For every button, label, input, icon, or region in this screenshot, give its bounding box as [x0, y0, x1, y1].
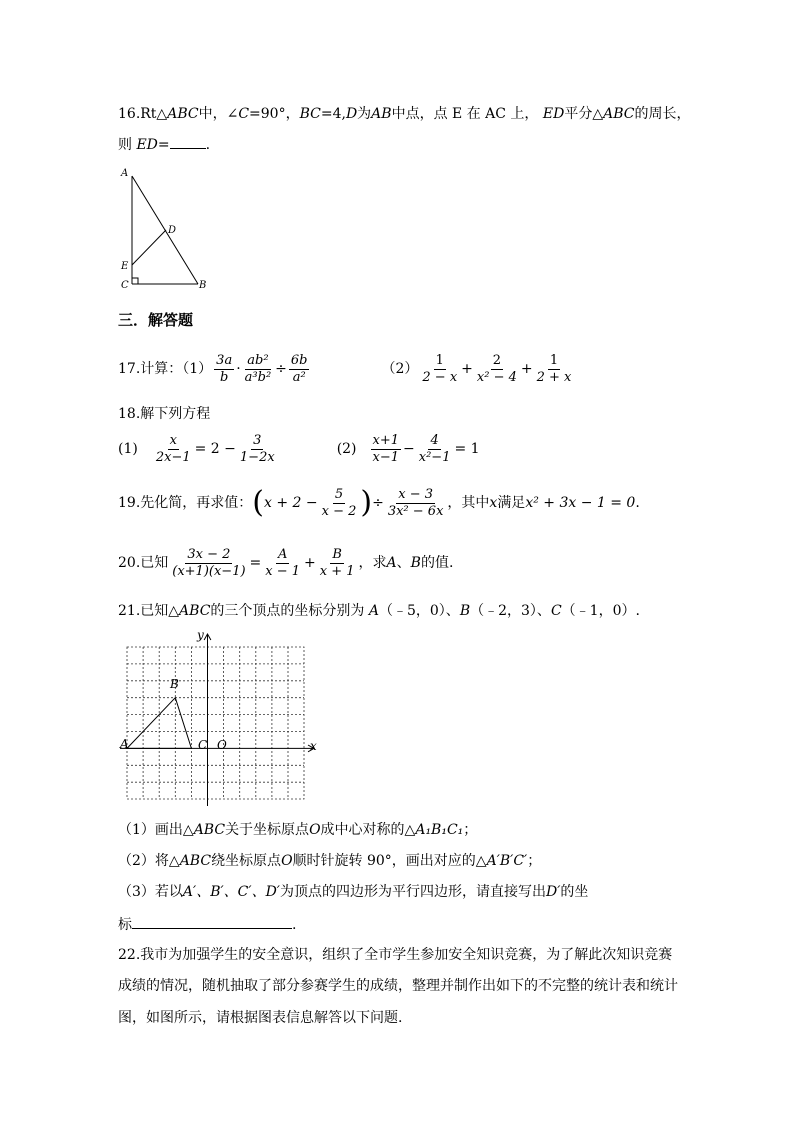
q21-line	[118, 601, 640, 621]
denominator: a²	[292, 369, 306, 385]
q21-text: 为顶点的四边形为平行四边形，请直接写出	[279, 884, 546, 900]
q19-expr: x + 2 −	[263, 495, 318, 511]
q21-var: ABC	[193, 822, 226, 838]
numerator: 2	[492, 352, 502, 368]
numerator: B	[332, 546, 342, 562]
numerator: x+1	[372, 432, 400, 448]
numerator: 1	[435, 352, 444, 368]
q22-line1: 22.我市为加强学生的安全意识，组织了全市学生参加安全知识竞赛，为了解此次知识竞赛	[118, 947, 673, 963]
q18-title: 18.解下列方程	[118, 406, 211, 422]
q16-text: 的周长，	[634, 106, 691, 122]
fraction	[263, 547, 302, 580]
q21-var: A′、B′、C′、D′	[182, 884, 280, 900]
q19-text: .	[635, 495, 640, 511]
q21-var: A′B′C′	[486, 853, 528, 869]
q16-var: ABC	[167, 106, 199, 122]
q16-var: C	[238, 106, 250, 122]
grid-label-a: A	[120, 737, 129, 751]
q21-text: 绕坐标原点	[211, 853, 282, 869]
fraction	[420, 353, 459, 386]
q20-text: 、	[396, 555, 411, 571]
denominator: x−1	[372, 449, 400, 465]
denominator: 3x² − 6x	[387, 503, 444, 519]
q20-lead: 20.已知	[118, 555, 169, 571]
q20-var: B	[410, 555, 421, 571]
denominator: b	[220, 369, 229, 385]
q21-text: 标	[118, 917, 132, 933]
numerator: 6b	[290, 352, 308, 368]
q16-text: =90°，	[249, 106, 300, 122]
q16-text: 16.Rt△	[118, 106, 168, 122]
q21-coord: （﹣1，0）.	[561, 603, 640, 619]
answer-blank	[132, 914, 292, 929]
q21-sub3-line2	[118, 914, 296, 935]
q17-part2: （2）	[381, 361, 419, 377]
q21-var: O	[281, 853, 293, 869]
operator: = 2 −	[194, 441, 236, 457]
q16-text: 则	[118, 137, 132, 153]
denominator: x²−1	[418, 449, 451, 465]
q18-equations	[118, 430, 480, 468]
operator: = 1	[454, 441, 480, 457]
q19-condition: x² + 3x − 1 = 0	[525, 495, 636, 511]
q21-sub2	[118, 851, 541, 871]
q20-var: A	[386, 555, 397, 571]
fraction	[320, 487, 359, 520]
denominator: (x+1)(x−1)	[172, 563, 246, 579]
denominator: 2x−1	[155, 449, 191, 465]
q21-sub1	[118, 820, 477, 840]
q17	[118, 350, 575, 388]
q16-var: ED	[542, 106, 565, 122]
q21-var: ABC	[179, 603, 211, 619]
numerator: 1	[549, 352, 559, 368]
q21-var: O	[309, 822, 321, 838]
grid-label-b: B	[170, 677, 179, 691]
operator: +	[304, 555, 316, 571]
paren-right: )	[360, 485, 373, 520]
operator: +	[461, 361, 473, 377]
q21-coord: （﹣5，0）、	[378, 603, 460, 619]
q19-lead: 19.先化简，再求值：	[118, 495, 253, 511]
fraction	[243, 353, 274, 386]
x-axis-label: x	[310, 739, 317, 753]
q16-var: AB	[371, 106, 392, 122]
q21-var: B	[459, 603, 471, 619]
numerator: ab²	[247, 352, 269, 368]
q22-line3: 图，如图所示，请根据图表信息解答以下问题.	[118, 1010, 403, 1026]
q21-text: 顺时针旋转 90°，画出对应的△	[292, 853, 487, 869]
q16-text: =	[157, 137, 170, 153]
fraction	[475, 353, 519, 386]
q21-var: A	[368, 603, 379, 619]
q21-var: D′	[545, 884, 561, 900]
grid-label-c: C	[198, 738, 208, 752]
q17-lead: 17.计算：（1）	[118, 361, 213, 377]
q16-text: 为	[357, 106, 372, 122]
operator: =	[249, 555, 262, 571]
numerator: A	[277, 546, 288, 562]
q16-var: BC	[299, 106, 321, 122]
q18-part1: (1)	[118, 441, 138, 457]
fraction	[238, 433, 277, 466]
label-b: B	[199, 280, 207, 291]
q21-coord: （﹣2，3）、	[470, 603, 551, 619]
paren-left: (	[252, 485, 264, 520]
q19	[118, 482, 640, 524]
y-axis-label: y	[197, 628, 204, 642]
denominator: x − 2	[321, 503, 357, 519]
q16-text: 中点，点 E 在 AC 上，	[391, 106, 539, 122]
q21-coordinate-grid	[118, 628, 328, 810]
numerator: 3a	[216, 352, 233, 368]
q21-var: ABC	[179, 853, 212, 869]
section-heading: 三．解答题	[118, 311, 194, 329]
operator: −	[403, 441, 415, 457]
q16-var: ABC	[603, 106, 635, 122]
q20-text: 的值.	[420, 555, 454, 571]
numerator: x	[169, 432, 177, 448]
q21-var: C	[550, 603, 562, 619]
q21-text: （2）将△	[118, 853, 180, 869]
operator: ÷	[372, 495, 384, 511]
answer-blank	[170, 134, 206, 149]
q20	[118, 542, 453, 584]
numerator: 5	[334, 486, 344, 502]
q16-triangle-figure	[118, 164, 218, 294]
fraction	[371, 433, 402, 466]
q21-text: （3）若以	[118, 884, 183, 900]
q21-text: 成中心对称的△	[320, 822, 416, 838]
q21-text: ；	[463, 822, 478, 838]
q21-sub3	[118, 882, 588, 902]
q16-text: =4,	[320, 106, 346, 122]
denominator: x² − 4	[476, 369, 517, 385]
q21-text: ；	[527, 853, 542, 869]
q21-var: A₁B₁C₁	[415, 822, 464, 838]
q21-text: 21.已知△	[118, 603, 180, 619]
fraction	[170, 547, 247, 580]
operator: ·	[236, 361, 241, 377]
numerator: x − 3	[398, 486, 433, 502]
fraction	[386, 487, 446, 520]
q16-text: 中，∠	[198, 106, 239, 122]
denominator: a³b²	[244, 369, 272, 385]
label-c: C	[121, 280, 129, 291]
fraction	[318, 547, 357, 580]
fraction	[535, 353, 574, 386]
q21-text: （1）画出△	[118, 822, 194, 838]
grid-label-o: O	[217, 738, 227, 752]
q16-text: .	[205, 137, 211, 153]
numerator: 3x − 2	[187, 546, 231, 562]
denominator: x − 1	[265, 563, 301, 579]
q16-var: ED	[136, 137, 158, 153]
denominator: 2 − x	[422, 369, 458, 385]
fraction	[289, 353, 310, 386]
label-d: D	[168, 225, 177, 236]
q19-var: x	[489, 495, 498, 511]
q21-text: .	[292, 917, 297, 933]
operator: +	[520, 361, 533, 377]
numerator: 4	[430, 432, 439, 448]
label-e: E	[121, 261, 129, 272]
q21-text: 的坐	[560, 884, 589, 900]
q16-line2	[118, 134, 210, 155]
q18-part2: (2)	[336, 441, 357, 457]
fraction	[214, 353, 234, 386]
fraction	[154, 433, 193, 466]
q16-line1	[118, 104, 690, 124]
q19-text: ，其中	[447, 495, 490, 511]
q19-text: 满足	[497, 495, 526, 511]
q21-text: 关于坐标原点	[225, 822, 310, 838]
q20-text: ，求	[358, 555, 387, 571]
q16-text: 平分△	[564, 106, 604, 122]
label-a: A	[121, 168, 129, 179]
numerator: 3	[253, 432, 262, 448]
q22-line2: 成绩的情况，随机抽取了部分参赛学生的成绩，整理并制作出如下的不完整的统计表和统计	[118, 978, 678, 994]
q16-var: D	[345, 106, 358, 122]
q21-text: 的三个顶点的坐标分别为	[210, 603, 365, 619]
operator: ÷	[275, 361, 287, 377]
denominator: 1−2x	[239, 449, 275, 465]
denominator: 2 + x	[536, 369, 572, 385]
fraction	[417, 433, 453, 466]
denominator: x + 1	[319, 563, 355, 579]
